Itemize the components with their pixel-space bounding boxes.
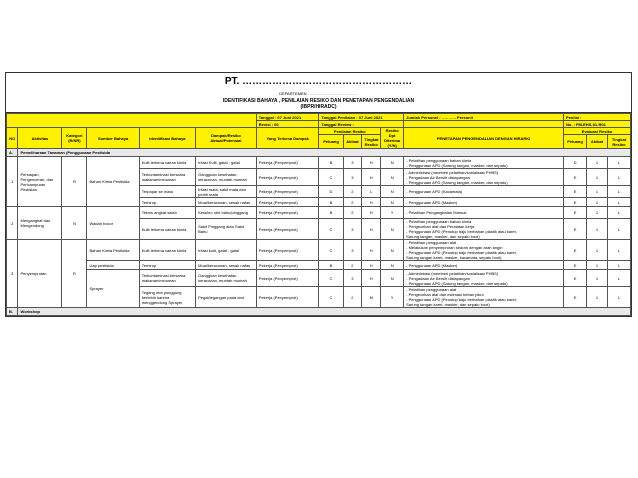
- table-row: [7, 207, 631, 219]
- cell-peluang: C: [319, 169, 343, 186]
- cell-peluang: B: [319, 157, 343, 169]
- meta-tanggal: Tanggal : 07 Juni 2021: [256, 114, 319, 121]
- cell-ev-tingkat: L: [607, 198, 630, 207]
- meta-penilai: Penilai :: [564, 114, 631, 121]
- section-a-label: Pemeliharaan Tanaman (Penggunaan Pestisida: [18, 149, 631, 157]
- col-aktivitas: Aktivitas: [18, 128, 62, 149]
- cell-akibat: 2: [343, 207, 362, 219]
- cell-ev-tingkat: L: [607, 270, 630, 287]
- cell-dampak: Mual/keracunan, sesak nafas: [196, 198, 257, 207]
- cell-identifikasi: Kulit terkena cairan kimia: [139, 157, 195, 169]
- cell-ev-akibat: 1: [587, 270, 608, 287]
- cell-dampak: Pegal/tegangan pada otot: [196, 287, 257, 308]
- section-a-row: [7, 149, 631, 157]
- cell-ev-akibat: 1: [587, 240, 608, 261]
- meta-jumlah-personel: Jumlah Personel : ……….. Personil: [404, 114, 564, 121]
- cell-identifikasi: Terhirup: [139, 198, 195, 207]
- cell-dampak: Gangguan kesehatan, keracunan, muntah muntah: [196, 169, 257, 186]
- cell-ev-akibat: 1: [587, 157, 608, 169]
- cell-ev-peluang: E: [564, 219, 587, 240]
- cell-ev-akibat: 1: [587, 261, 608, 270]
- cell-tingkat: L: [362, 186, 381, 198]
- col-diterima: Resiko Dpt Diterima (Y/N): [381, 128, 404, 149]
- cell-peluang: B: [319, 261, 343, 270]
- activity-no: 3: [7, 240, 18, 308]
- cell-identifikasi: Tegang otot punggung berlebih karena menggendong Sprayer: [139, 287, 195, 308]
- department-line: DEPARTEMEN : ………………………………: [279, 91, 358, 96]
- cell-ev-akibat: 1: [587, 207, 608, 219]
- cell-terkena: Pekerja (Penyemprot): [256, 169, 319, 186]
- activity-kategori: R: [62, 240, 87, 308]
- cell-ev-tingkat: L: [607, 219, 630, 240]
- cell-dampak: Sakit Pinggang atau Sakit Bahu: [196, 219, 257, 240]
- meta-tanggal-penilaian: Tanggal Penilaian : 07 Juni 2021: [319, 114, 404, 121]
- cell-pengendalian: - Administrasi (memberi pelatihan/sosialisasi PHBS) - Pengadaan Air Bersih disiapangan - Penggunaan APD (Sarung tangan, masker, dan sepatu): [404, 169, 564, 186]
- cell-ev-akibat: 1: [587, 169, 608, 186]
- cell-dampak: Keseleo otot bahu/pinggang: [196, 207, 257, 219]
- cell-identifikasi: Terkontaminasi bersama makanan/minuman: [139, 270, 195, 287]
- col-identifikasi: Identifikasi Bahaya: [139, 128, 195, 149]
- document-title: IDENTIFIKASI BAHAYA , PENILAIAN RESIKO DAN PENETAPAN PENGENDALIAN: [222, 98, 415, 104]
- cell-ev-peluang: E: [564, 270, 587, 287]
- cell-ev-tingkat: L: [607, 169, 630, 186]
- cell-dampak: Iritasi kulit, gatal - gatal: [196, 240, 257, 261]
- cell-ev-tingkat: L: [607, 261, 630, 270]
- activity-name: Mengangkat dan Mengendong: [18, 207, 62, 240]
- cell-ev-peluang: E: [564, 207, 587, 219]
- cell-tingkat: H: [362, 219, 381, 240]
- cell-tingkat: H: [362, 169, 381, 186]
- cell-dampak: Iritasi mata, sakit mata dan pedih mata: [196, 186, 257, 198]
- cell-pengendalian: - Administrasi (memberi pelatihan/sosialisasi PHBS) - Pengadaan Air Bersih disiapangan - Penggunaan APD (Sarung tangan, masker, dan sepatu): [404, 270, 564, 287]
- section-b-no: B.: [7, 308, 18, 316]
- col-akibat: Akibat: [343, 135, 362, 149]
- cell-ev-akibat: 1: [587, 287, 608, 308]
- cell-identifikasi: Terkontaminasi bersama makanan/minuman: [139, 169, 195, 186]
- col-evaluasi: Evaluasi Resiko: [564, 128, 631, 135]
- cell-ev-akibat: 1: [587, 198, 608, 207]
- col-no: NO: [7, 128, 18, 149]
- cell-peluang: C: [319, 287, 343, 308]
- cell-tingkat: H: [362, 240, 381, 261]
- cell-pengendalian: - Pelatihan Pengangkatan Manual: [404, 207, 564, 219]
- cell-akibat: 3: [343, 169, 362, 186]
- col-dampak: Dampak/Resiko Aktual/Potensial: [196, 128, 257, 149]
- cell-akibat: 2: [343, 261, 362, 270]
- cell-dampak: Mual/keracunan, sesak nafas: [196, 261, 257, 270]
- cell-terkena: Pekerja (Penyemprot): [256, 198, 319, 207]
- cell-pengendalian: - Pelatihan penggunaan bahan kimia - Pengecekan alat dan Peralatan kerja - Penggunaan APD (Penutup baju berbahan plastik atau karet, Sarung tangan, masker, dan sepatu boot): [404, 219, 564, 240]
- cell-tingkat: H: [362, 157, 381, 169]
- cell-terkena: Pekerja (Penyemprot): [256, 219, 319, 240]
- cell-dampak: Iritasi Kulit, gatal - gatal: [196, 157, 257, 169]
- cell-ev-tingkat: L: [607, 207, 630, 219]
- hazard-source: Uap pestisida: [87, 261, 139, 270]
- hazard-source: Sprayer: [87, 270, 139, 308]
- company-name: PT. ……………………………………………: [224, 76, 413, 87]
- cell-ev-peluang: E: [564, 169, 587, 186]
- cell-peluang: B: [319, 207, 343, 219]
- cell-ev-peluang: E: [564, 240, 587, 261]
- activity-name: Penyemprotan: [18, 240, 62, 308]
- cell-terkena: Pekerja (Penyemprot): [256, 207, 319, 219]
- cell-pengendalian: - Pelatihan penggunaan alat - Pengecekan alat dan estimasi beban pikul - Penggunaan APD (Penutup baju berbahan plastik atau karet, Sarung tangan karet, masker, dan sepatu boot): [404, 287, 564, 308]
- section-b-label: Workshop: [18, 308, 631, 316]
- cell-ev-peluang: E: [564, 287, 587, 308]
- cell-peluang: B: [319, 198, 343, 207]
- cell-terkena: Pekerja (Penyemprot): [256, 240, 319, 261]
- activity-kategori: R: [62, 157, 87, 207]
- meta-tanggal-review: Tanggal Review :: [319, 121, 404, 128]
- col-penetapan: PENETAPAN PENGENDALIAN DENGAN HIRARKI: [404, 128, 564, 149]
- cell-peluang: C: [319, 240, 343, 261]
- hiradc-table: [6, 113, 631, 316]
- table-row: [7, 157, 631, 169]
- cell-diterima: N: [381, 198, 404, 207]
- cell-peluang: C: [319, 219, 343, 240]
- cell-terkena: Pekerja (Penyemprot): [256, 270, 319, 287]
- meta-revisi: Revisi : 00: [256, 121, 319, 128]
- cell-ev-tingkat: L: [607, 186, 630, 198]
- cell-diterima: N: [381, 219, 404, 240]
- activity-kategori: N: [62, 207, 87, 240]
- table-row: [7, 270, 631, 287]
- document-subtitle: (IBPR/HIRADC): [300, 104, 337, 110]
- cell-peluang: D: [319, 186, 343, 198]
- activity-no: 1: [7, 157, 18, 207]
- hazard-source: Bahan Kimia Pestisida: [87, 157, 139, 207]
- cell-identifikasi: Teknis angkat salah: [139, 207, 195, 219]
- cell-ev-peluang: E: [564, 261, 587, 270]
- col-kategori: Kategori (R/NR): [62, 128, 87, 149]
- cell-terkena: Pekerja (Penyemprot): [256, 261, 319, 270]
- col-tingkat: Tingkat Resiko: [362, 135, 381, 149]
- cell-akibat: 3: [343, 219, 362, 240]
- cell-tingkat: H: [362, 198, 381, 207]
- cell-tingkat: H: [362, 270, 381, 287]
- cell-identifikasi: Terpapar ke mata: [139, 186, 195, 198]
- activity-name: Persiapan, Pengenceran, dan Pencampuran Pestisida: [18, 157, 62, 207]
- cell-diterima: N: [381, 169, 404, 186]
- col-peluang: Peluang: [319, 135, 343, 149]
- cell-diterima: N: [381, 157, 404, 169]
- cell-akibat: 3: [343, 157, 362, 169]
- cell-akibat: 2: [343, 186, 362, 198]
- table-row: [7, 240, 631, 261]
- cell-ev-akibat: 1: [587, 219, 608, 240]
- cell-ev-tingkat: L: [607, 157, 630, 169]
- cell-ev-tingkat: L: [607, 287, 630, 308]
- cell-diterima: Y: [381, 287, 404, 308]
- cell-terkena: Pekerja (Penyemprot): [256, 287, 319, 308]
- cell-diterima: N: [381, 270, 404, 287]
- col-terkena: Yang Terkena Dampak: [256, 128, 319, 149]
- cell-tingkat: H: [362, 207, 381, 219]
- cell-ev-akibat: 1: [587, 186, 608, 198]
- document-header: [6, 73, 631, 113]
- cell-peluang: C: [319, 270, 343, 287]
- cell-tingkat: M: [362, 287, 381, 308]
- cell-ev-peluang: D: [564, 157, 587, 169]
- hazard-source: Bahan Kimia Pestisida: [87, 240, 139, 261]
- col-ev-akibat: Akibat: [587, 135, 608, 149]
- section-b-row: [7, 308, 631, 316]
- cell-akibat: 3: [343, 270, 362, 287]
- meta-no: No. : FM-EHS-01-R01: [564, 121, 631, 128]
- column-header-row-1: [7, 128, 631, 135]
- cell-akibat: 2: [343, 287, 362, 308]
- cell-diterima: N: [381, 240, 404, 261]
- cell-pengendalian: - Penggunaan APD (Masker): [404, 261, 564, 270]
- col-penilaian: Penilaian Resiko: [319, 128, 381, 135]
- cell-pengendalian: - Penggunaan APD (Kacamata): [404, 186, 564, 198]
- cell-akibat: 3: [343, 240, 362, 261]
- meta-row-1: [7, 114, 631, 121]
- cell-identifikasi: Kulit terkena cairan kimia: [139, 219, 195, 240]
- cell-terkena: Pekerja (Penyemprot): [256, 186, 319, 198]
- cell-pengendalian: - Pelatihan penggunaan alat - Melakukan penyemprotan searah dengan arah angin - Penggunaan APD (Penutup baju berbahan plastik atau karet, Sarung tangan karet, masker, kacamata, sepatu boot): [404, 240, 564, 261]
- cell-pengendalian: - Pelatihan penggunaan bahan kimia - Penggunaan APD (Sarung tangan, masker, dan sepatu): [404, 157, 564, 169]
- cell-identifikasi: Terhirup: [139, 261, 195, 270]
- meta-row-2: [7, 121, 631, 128]
- cell-ev-peluang: E: [564, 198, 587, 207]
- cell-dampak: Gangguan kesehatan, keracunan, muntah muntah: [196, 270, 257, 287]
- cell-ev-peluang: E: [564, 186, 587, 198]
- col-sumber: Sumber Bahaya: [87, 128, 139, 149]
- cell-akibat: 2: [343, 198, 362, 207]
- activity-no: 2: [7, 207, 18, 240]
- hiradc-sheet: [5, 72, 632, 317]
- cell-terkena: Pekerja (Penyemprot): [256, 157, 319, 169]
- cell-diterima: N: [381, 186, 404, 198]
- hazard-source: Wadah bocor: [87, 207, 139, 240]
- cell-diterima: N: [381, 261, 404, 270]
- cell-ev-tingkat: L: [607, 240, 630, 261]
- cell-tingkat: H: [362, 261, 381, 270]
- section-a-no: A.: [7, 149, 18, 157]
- cell-diterima: Y: [381, 207, 404, 219]
- cell-pengendalian: - Penggunaan APD (Masker): [404, 198, 564, 207]
- table-row: [7, 261, 631, 270]
- cell-identifikasi: Kulit terkena cairan kimia: [139, 240, 195, 261]
- col-ev-tingkat: Tingkat Resiko: [607, 135, 630, 149]
- col-ev-peluang: Peluang: [564, 135, 587, 149]
